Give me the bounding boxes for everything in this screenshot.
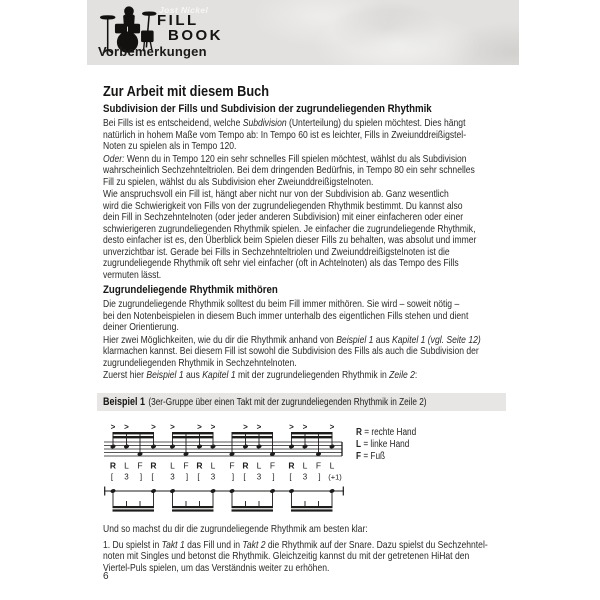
subsection2-heading: Zugrundeliegende Rhythmik mithören xyxy=(103,284,278,296)
numbered-item: 1. Du spielst in Takt 1 das Fill und in Takt 2 die Rhythmik auf der Snare. Dazu spielst du Sechzehntel- noten mit Singles und betonst die Rhythmik. Gleichzeitig kannst du mit der getretenen HiHat den Viertel-Puls spielen, um das Verständnis weiter zu erhöhen. xyxy=(103,539,488,574)
svg-text:>: > xyxy=(110,422,116,432)
svg-text:F: F xyxy=(183,460,189,471)
paragraph: Bei Fills ist es entscheidend, welche Subdivision (Unterteilung) du spielen möchtest. Dies hängt natürlich in hohem Maße vom Tempo ab: In Tempo 60 ist es leichter, Fills in Zweiunddreißigstel- Noten zu spielen als in Tempo 120. xyxy=(103,118,467,152)
page-header-band xyxy=(87,0,519,65)
drum-notation-example xyxy=(104,420,354,514)
legend-row: R = rechte Hand xyxy=(356,427,417,438)
paragraph: Und so machst du dir die zugrundeliegende Rhythmik am besten klar: xyxy=(103,524,368,535)
svg-text:[: [ xyxy=(110,472,114,482)
paragraph: Hier zwei Möglichkeiten, wie du dir die Rhythmik anhand von Beispiel 1 aus Kapitel 1 (vgl. Seite 12) klarmachen kannst. Bei diesem Fill ist sowohl die Subdivision des Fills als auch die Subdivision der zugrundeliegenden Rhythmik in Sechzehntelnoten. xyxy=(103,334,481,369)
svg-text:]: ] xyxy=(318,472,321,482)
svg-text:>: > xyxy=(151,422,156,432)
paragraph: Zuerst hier Beispiel 1 aus Kapitel 1 mit der zugrundeliegenden Rhythmik in Zeile 2: xyxy=(103,370,418,381)
svg-text:3: 3 xyxy=(256,472,262,482)
svg-text:R: R xyxy=(109,460,117,471)
svg-text:>: > xyxy=(197,422,202,432)
author-name: Jost Nickel xyxy=(159,5,209,15)
svg-text:3: 3 xyxy=(124,472,129,482)
svg-text:]: ] xyxy=(231,472,235,482)
paragraph: Die zugrundeliegende Rhythmik solltest du beim Fill immer mithören. Sie wird – soweit nötig – bei den Notenbeispielen in diesem Buch immer unterhalb des eigentlichen Fills stehen und dient deiner Orientierung. xyxy=(103,299,469,333)
svg-text:[: [ xyxy=(197,472,200,482)
svg-text:>: > xyxy=(210,422,216,432)
paragraph: Wie anspruchsvoll ein Fill ist, hängt aber nicht nur von der Subdivision ab. Ganz wesentlich wird die Schwierigkeit von Fills von der zugrundeliegenden Rhythmik bestimmt. Du kannst also dein Fill in Sechzehntelnoten (oder jeder anderen Subdivision) mit einer einfacheren oder einer schwierigeren zugrundeliegenden Rhythmik spielen. Je einfacher die zugrundeliegende Rhythmik, desto einfacher ist es, den Überblick beim Spielen dieser Fills zu behalten, was absolut und immer unverzichtbar ist. Gerade bei Fills in Sechzehnteltriolen und Zweiunddreißigstelnoten ist die zugrundeliegende Rhythmik oft sehr viel einfacher (oft in Achtelnoten) als das Tempo des Fills vermuten lässt. xyxy=(103,189,477,281)
chapter-name: Vorbemerkungen xyxy=(98,44,207,59)
svg-text:>: > xyxy=(256,422,262,432)
svg-text:3: 3 xyxy=(302,472,308,482)
legend-row: F = Fuß xyxy=(356,450,386,462)
svg-text:>: > xyxy=(329,422,335,432)
svg-text:F: F xyxy=(137,460,143,471)
legend-row: L = linke Hand xyxy=(356,438,410,450)
svg-text:>: > xyxy=(243,422,248,432)
svg-text:3: 3 xyxy=(170,472,175,482)
closing-text xyxy=(103,524,503,575)
paragraph: Oder: Wenn du in Tempo 120 ein sehr schnelles Fill spielen möchtest, wählst du als Subdivision wahrscheinlich Sechzehnteltriolen. Bei dem dringenden Bedürfnis, in Tempo 80 ein sehr schnelles Fill zu spielen, wählst du als Subdivision eher Zweiunddreißigstelnoten. xyxy=(103,153,475,188)
svg-text:R: R xyxy=(196,460,203,471)
subsection1-heading: Subdivision der Fills und Subdivision der zugrundeliegenden Rhythmik xyxy=(103,103,432,115)
svg-text:F: F xyxy=(229,460,235,471)
page-title: Zur Arbeit mit diesem Buch xyxy=(103,83,270,100)
svg-text:F: F xyxy=(315,460,322,471)
svg-text:>: > xyxy=(170,422,175,432)
svg-text:(+1): (+1) xyxy=(328,472,342,482)
svg-text:>: > xyxy=(302,422,308,432)
main-text-column xyxy=(103,83,503,383)
svg-text:[: [ xyxy=(151,472,154,482)
svg-text:L: L xyxy=(124,460,129,471)
svg-text:L: L xyxy=(210,460,216,471)
example-label: Beispiel 1 xyxy=(102,396,145,408)
svg-text:R: R xyxy=(242,460,249,471)
example-banner xyxy=(97,393,506,411)
notation-legend xyxy=(356,427,416,462)
example-caption: (3er-Gruppe über einen Takt mit der zugrundeliegenden Rhythmik in Zeile 2) xyxy=(148,397,427,408)
svg-text:3: 3 xyxy=(210,472,216,482)
svg-text:L: L xyxy=(329,460,335,471)
svg-text:[: [ xyxy=(289,472,292,482)
book-title-line2: BOOK xyxy=(168,27,223,44)
svg-text:]: ] xyxy=(185,472,189,482)
svg-text:]: ] xyxy=(272,472,275,482)
svg-text:]: ] xyxy=(139,472,143,482)
svg-text:>: > xyxy=(289,422,294,432)
svg-text:L: L xyxy=(256,460,262,471)
svg-text:[: [ xyxy=(243,472,246,482)
page-number: 6 xyxy=(103,571,109,582)
svg-text:>: > xyxy=(124,422,129,432)
book-title-line1: FILL xyxy=(157,12,199,29)
svg-text:R: R xyxy=(288,460,295,471)
svg-text:L: L xyxy=(302,460,308,471)
svg-text:L: L xyxy=(170,460,175,471)
svg-text:R: R xyxy=(150,460,157,471)
svg-text:F: F xyxy=(269,460,276,471)
